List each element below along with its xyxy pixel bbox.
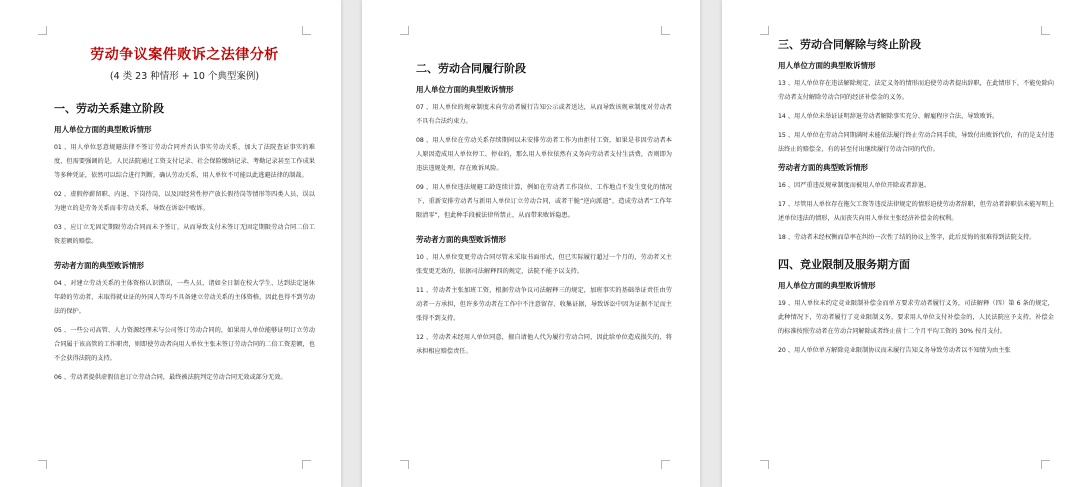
document-page-3 <box>722 0 1080 487</box>
document-page-2 <box>362 0 700 487</box>
page-corner-mark <box>302 460 311 469</box>
list-item: 05 、一些公司高管、人力资源经理未与公司签订劳动合同的，如果用人单位能够证明订立劳动合同属于该高管的工作职责，则即使劳动者向用人单位主张未签订劳动合同的二倍工资差额，也不会获得法院的支持。 <box>54 327 315 362</box>
list-item: 06 、劳动者提供虚假信息订立劳动合同，最终被法院判定劳动合同无效或部分无效。 <box>54 374 287 381</box>
page-corner-mark <box>661 26 670 35</box>
list-item: 17 、尽管用人单位存在拖欠工资等违反法律规定的情形迫使劳动者辞职，但劳动者辞职信未能写明上述单位违法的情形，从而丧失向用人单位主张经济补偿金的权利。 <box>778 201 1054 222</box>
list-item: 07 、用人单位的规章制度未向劳动者履行告知公示或者送达，从而导致该规章制度对劳动者不具有合法约束力。 <box>416 104 672 125</box>
list-item: 14 、用人单位未举证证明辞退劳动者解除事实充分、解雇程序合法，导致败诉。 <box>778 113 999 120</box>
list-item: 09 、用人单位违法规避工龄连续计算，例如在劳动者工作岗位、工作地点不发生变化的情况下，重新安排劳动者与新用人单位订立劳动合同，或者干脆“逆向派遣”，造成劳动者“工作年限清零”，但此种手段被法律所禁止，从而带来败诉隐患。 <box>416 184 672 219</box>
list-item: 12 、劳动者未经用人单位同意，擅自请他人代为履行劳动合同，因此给单位造成损失的，将承担相应赔偿责任。 <box>416 334 672 355</box>
page-corner-mark <box>400 26 409 35</box>
list-item: 02 、虚假停薪留职、内退、下岗待岗，以及因经营性停产放长假待岗等情形等四类人员，误以为建立的是劳务关系而非劳动关系，导致在诉讼中败诉。 <box>54 191 315 212</box>
page-corner-mark <box>760 26 769 35</box>
document-subtitle: (4 类 23 种情形 + 10 个典型案例) <box>109 71 260 82</box>
page-corner-mark <box>38 460 47 469</box>
page-corner-mark <box>1041 460 1050 469</box>
employer-subheading: 用人单位方面的典型败诉情形 <box>416 85 514 94</box>
list-item: 18 、劳动者未经权衡而草率在纠纷一次性了结的协议上签字，此后反悔的很难得到法院支持。 <box>778 234 1036 241</box>
page-corner-mark <box>38 26 47 35</box>
page-corner-mark <box>1041 26 1050 35</box>
worker-subheading: 劳动者方面的典型败诉情形 <box>778 163 868 172</box>
list-item: 20 、用人单位单方解除竞业限制协议而未履行告知义务导致劳动者以不知情为由主张 <box>778 347 1011 354</box>
document-page-1 <box>0 0 341 487</box>
page-corner-mark <box>760 460 769 469</box>
list-item: 01 、用人单位恶意规避法律不签订劳动合同并否认事实劳动关系，加大了法院查证事实的难度，但需要强调的是，人民法院通过工资支付记录、社会保险缴纳记录、考勤记录甚至工作成果等多种凭证，依然可以综合进行判断，确认劳动关系，用人单位不可能以此逃避法律的制裁。 <box>54 144 315 179</box>
list-item: 19 、用人单位未约定竞业限制补偿金而单方要求劳动者履行义务，司法解释（四）第 6 条的规定，此种情况下，劳动者履行了竞业限制义务，要求用人单位支付补偿金的，人民法院应予支持，补偿金的标准按照劳动者在劳动合同解除或者终止前十二个月平均工资的 30% 按月支付。 <box>778 300 1054 335</box>
list-item: 13 、用人单位存在违法解除规定、法定义务的情形而迫使劳动者提出辞职，在此情形下，不能免除向劳动者支付解除劳动合同的经济补偿金的义务。 <box>778 80 1054 101</box>
list-item: 04 、对建立劳动关系的主体资格认识错误，一些人员，诸如全日制在校大学生、达到法定退休年龄的劳动者、未取得就业证的外国人等均不具备建立劳动关系的主体资格，因此也得不到劳动法的保护。 <box>54 280 315 315</box>
section-heading-3: 三、劳动合同解除与终止阶段 <box>778 38 921 51</box>
worker-subheading: 劳动者方面的典型败诉情形 <box>416 235 506 244</box>
list-item: 16 、因严重违反规章制度而被用人单位开除或者辞退。 <box>778 182 931 189</box>
list-item: 15 、用人单位在劳动合同期满时未能依法履行终止劳动合同手续，导致付出败诉代价，有的是支付违法终止的赔偿金，有的甚至付出继续履行劳动合同的代价。 <box>778 132 1054 153</box>
list-item: 03 、应订立无固定期限劳动合同而未予签订，从而导致支付未签订无固定期限劳动合同二倍工资差额的赔偿。 <box>54 224 315 245</box>
employer-subheading: 用人单位方面的典型败诉情形 <box>778 281 876 290</box>
list-item: 11 、劳动者主张加班工资，根据劳动争议司法解释三的规定，加班事实的基础举证责任由劳动者一方承担，但许多劳动者在工作中不注意留存、收集证据，导致诉讼中因为证据不足而主张得不到支持。 <box>416 287 672 322</box>
page-corner-mark <box>661 460 670 469</box>
employer-subheading: 用人单位方面的典型败诉情形 <box>778 61 876 70</box>
page-corner-mark <box>302 26 311 35</box>
list-item: 10 、用人单位变更劳动合同尽管未采取书面形式，但已实际履行超过一个月的，劳动者又主张变更无效的，依据司法解释四的规定，法院不能予以支持。 <box>416 254 672 275</box>
section-heading-4: 四、竞业限制及服务期方面 <box>778 258 910 271</box>
list-item: 08 、用人单位在劳动关系存续期间以未安排劳动者工作为由拒付工资，如果是非因劳动者本人原因造成用人单位停工、停业的，那么用人单位依然有义务向劳动者支付生活费，否则即为违法违规处理，存在败诉风险。 <box>416 137 672 172</box>
section-heading-2: 二、劳动合同履行阶段 <box>416 62 526 75</box>
worker-subheading: 劳动者方面的典型败诉情形 <box>54 261 144 270</box>
section-heading-1: 一、劳动关系建立阶段 <box>54 102 164 115</box>
page-corner-mark <box>400 460 409 469</box>
document-title: 劳动争议案件败诉之法律分析 <box>90 47 279 63</box>
employer-subheading: 用人单位方面的典型败诉情形 <box>54 125 152 134</box>
